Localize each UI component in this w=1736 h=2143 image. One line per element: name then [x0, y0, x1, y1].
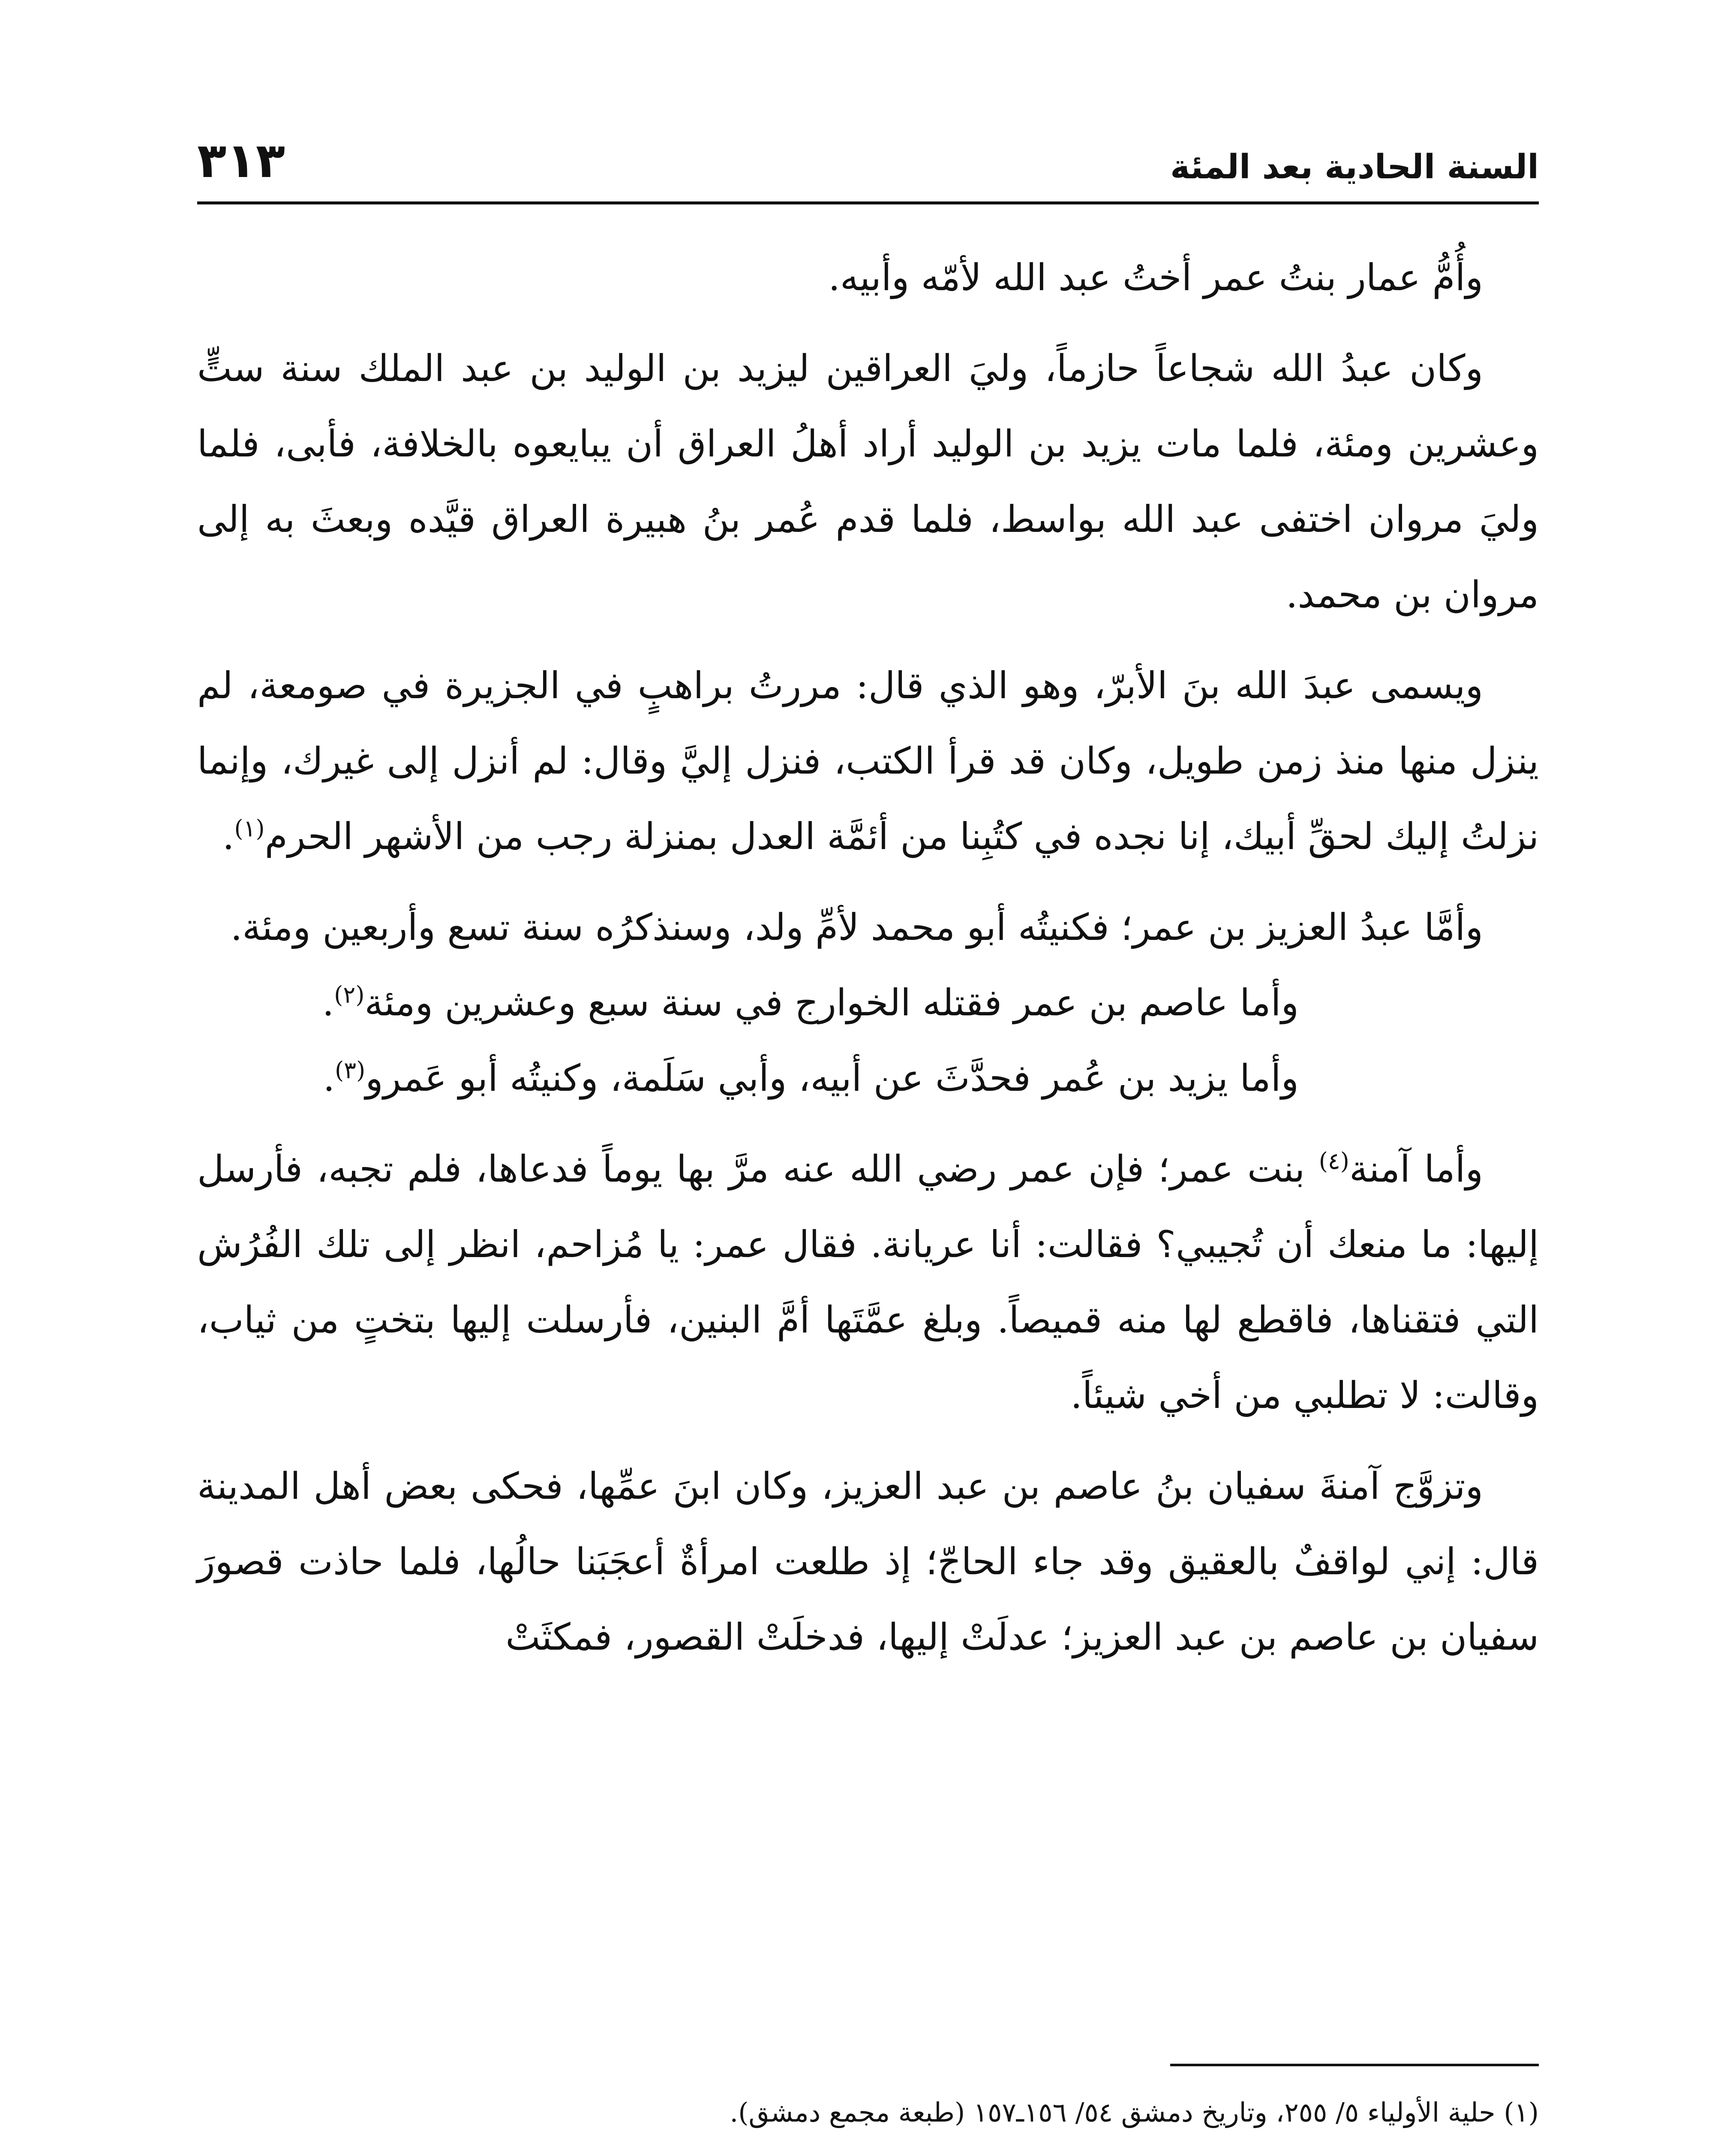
running-head [197, 129, 1539, 201]
paragraph-monk-story: ويسمى عبدَ الله بنَ الأبرّ، وهو الذي قال: مررتُ براهبٍ في الجزيرة في صومعة، لم ينزل منها منذ زمن طويل، وكان قد قرأ الكتب، فنزل إليَّ وقال: لم أنزل إلى غيرك، وإنما نزلتُ إليك لحقِّ أبيك، إنا نجده في كتُبِنا من أئمَّة العدل بمنزلة رجب من الأشهر الحرم$^{(١)}$. [197, 664, 1539, 858]
main-text [197, 240, 1539, 1675]
footnote-ref-2: (٢) [334, 981, 365, 1008]
footnote-ref-4: (٤) [1319, 1147, 1349, 1175]
footnote-ref-1: (١) [234, 815, 265, 842]
footnote-ref-3: (٣) [335, 1056, 366, 1084]
paragraph-amina: وأما آمنة$^{(٤)}$ بنت عمر؛ فإن عمر رضي الله عنه مرَّ بها يوماً فدعاها، فلم تجبه، فأرسل إليها: ما منعك أن تُجيبي؟ فقالت: أنا عريانة. فقال عمر: يا مُزاحم، انظر إلى تلك الفُرُش التي فتقناها، فاقطع لها منه قميصاً. وبلغ عمَّتَها أمَّ البنين، فأرسلت إليها بتختٍ من ثياب، وقالت: لا تطلبي من أخي شيئاً. [197, 1147, 1539, 1417]
paragraph-yazid: وأما يزيد بن عُمر فحدَّثَ عن أبيه، وأبي سَلَمة، وكنيتُه أبو عَمرو$^{(٣)}$. [323, 1056, 1299, 1100]
footnote-1: (١) حلية الأولياء ٥/ ٢٥٥، وتاريخ دمشق ٥٤/ ١٥٦ـ١٥٧ (طبعة مجمع دمشق). [730, 2097, 1539, 2128]
paragraph-asim: وأما عاصم بن عمر فقتله الخوارج في سنة سبع وعشرين ومئة$^{(٢)}$. [322, 981, 1299, 1024]
paragraph-abdulaziz: وأمَّا عبدُ العزيز بن عمر؛ فكنيتُه أبو محمد لأمِّ ولد، وسنذكرُه سنة تسع وأربعين ومئة. [230, 906, 1483, 949]
paragraph-amina-marriage: وتزوَّج آمنةَ سفيان بنُ عاصم بن عبد العزيز، وكان ابنَ عمِّها، فحكى بعض أهل المدينة قال: إني لواقفٌ بالعقيق وقد جاء الحاجّ؛ إذ طلعت امرأةٌ أعجَبَنا حالُها، فلما حاذت قصورَ سفيان بن عاصم بن عبد العزيز؛ عدلَتْ إليها، فدخلَتْ القصور، فمكثَتْ [197, 1465, 1539, 1659]
page-number: ٣١٣ [197, 133, 285, 189]
footnote-separator [1170, 2064, 1539, 2066]
header-rule [197, 201, 1539, 204]
paragraph-abdullah-iraq: وكان عبدُ الله شجاعاً حازماً، وليَ العراقين ليزيد بن الوليد بن عبد الملك سنة ستٍّ وعشرين ومئة، فلما مات يزيد بن الوليد أراد أهلُ العراق أن يبايعوه بالخلافة، فأبى، فلما وليَ مروان اختفى عبد الله بواسط، فلما قدم عُمر بنُ هبيرة العراق قيَّده وبعثَ به إلى مروان بن محمد. [197, 347, 1539, 616]
footnotes [197, 2087, 1539, 2143]
chapter-title: السنة الحادية بعد المئة [1170, 148, 1539, 186]
paragraph-umm-ammar: وأُمُّ عمار بنتُ عمر أختُ عبد الله لأمّه وأبيه. [828, 256, 1483, 299]
